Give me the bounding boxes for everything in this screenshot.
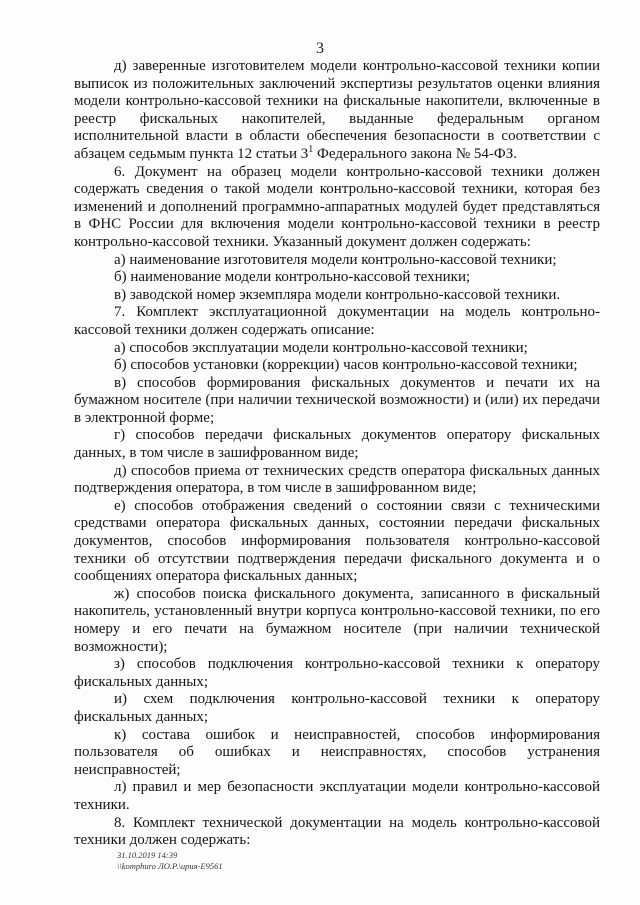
document-footer xyxy=(117,850,223,872)
list-item-7g: г) способов передачи фискальных документов оператору фискальных данных, в том числе в зашифрованном виде; xyxy=(74,427,600,462)
list-item-6a: а) наименование изготовителя модели контрольно-кассовой техники; xyxy=(114,251,557,268)
page-number: 3 xyxy=(316,40,324,57)
list-item-7e: е) способов отображения сведений о состоянии связи с техническими средствами оператора фискальных данных, состоянии передачи фискальных документов, способов информирования пользователя контрольно-кассовой техники об отсутствии подтверждения передачи фискального документа и о сообщениях оператора фискальных данных; xyxy=(74,497,600,585)
list-item-7a: а) способов эксплуатации модели контрольно-кассовой техники; xyxy=(114,339,528,356)
paragraph-6: 6. Документ на образец модели контрольно-кассовой техники должен содержать сведения о такой модели контрольно-кассовой техники, которая без изменений и дополнений программно-аппаратных модулей будет представляться в ФНС России для включения модели контрольно-кассовой техники в реестр контрольно-кассовой техники. Указанный документ должен содержать: xyxy=(74,163,600,250)
list-item-7k: к) состава ошибок и неисправностей, способов информирования пользователя об ошибках и неисправностях, способов устранения неисправностей; xyxy=(74,726,600,778)
paragraph-d-expertise: д) заверенные изготовителем модели контрольно-кассовой техники копии выписок из положительных заключений экспертизы результатов оценки влияния модели контрольно-кассовой техники на фискальные накопители, включенные в реестр фискальных накопителей, выданные федеральным органом исполнительной власти в области обеспечения безопасности в соответствии с абзацем седьмым пункта 12 статьи $3^1$ Федерального закона № 54-ФЗ. xyxy=(74,58,600,162)
list-item-7b: б) способов установки (коррекции) часов контрольно-кассовой техники; xyxy=(114,357,578,374)
list-item-7v: в) способов формирования фискальных документов и печати их на бумажном носителе (при наличии технической возможности) и (или) их передачи в электронной форме; xyxy=(74,374,600,426)
document-body xyxy=(74,58,600,850)
list-item-7d: д) способов приема от технических средств оператора фискальных данных подтверждения оператора, в том числе в зашифрованном виде; xyxy=(74,462,600,497)
list-item-6v: в) заводской номер экземпляра модели контрольно-кассовой техники. xyxy=(114,286,561,303)
superscript-mark: 1 xyxy=(308,143,314,155)
list-item-6b: б) наименование модели контрольно-кассовой техники; xyxy=(114,269,471,286)
list-item-7l: л) правил и мер безопасности эксплуатации модели контрольно-кассовой техники. xyxy=(74,779,600,813)
list-item-7i: и) схем подключения контрольно-кассовой техники к оператору фискальных данных; xyxy=(74,691,600,725)
paragraph-7: 7. Комплект эксплуатационной документации на модель контрольно-кассовой техники должен содержать описание: xyxy=(74,304,600,338)
paragraph-8: 8. Комплект технической документации на модель контрольно-кассовой техники должен содержать: xyxy=(74,814,600,849)
footer-file-path: \\komphuro ЛО.Р.\ирия-Е9561 xyxy=(117,861,223,871)
footer-timestamp: 31.10.2019 14:39 xyxy=(117,850,178,860)
list-item-7z: з) способов подключения контрольно-кассовой техники к оператору фискальных данных; xyxy=(74,656,600,690)
list-item-7zh: ж) способов поиска фискального документа, записанного в фискальный накопитель, установленный внутри корпуса контрольно-кассовой техники, по его номеру и его печати на бумажном носителе (при наличии технической возможности); xyxy=(74,585,600,655)
